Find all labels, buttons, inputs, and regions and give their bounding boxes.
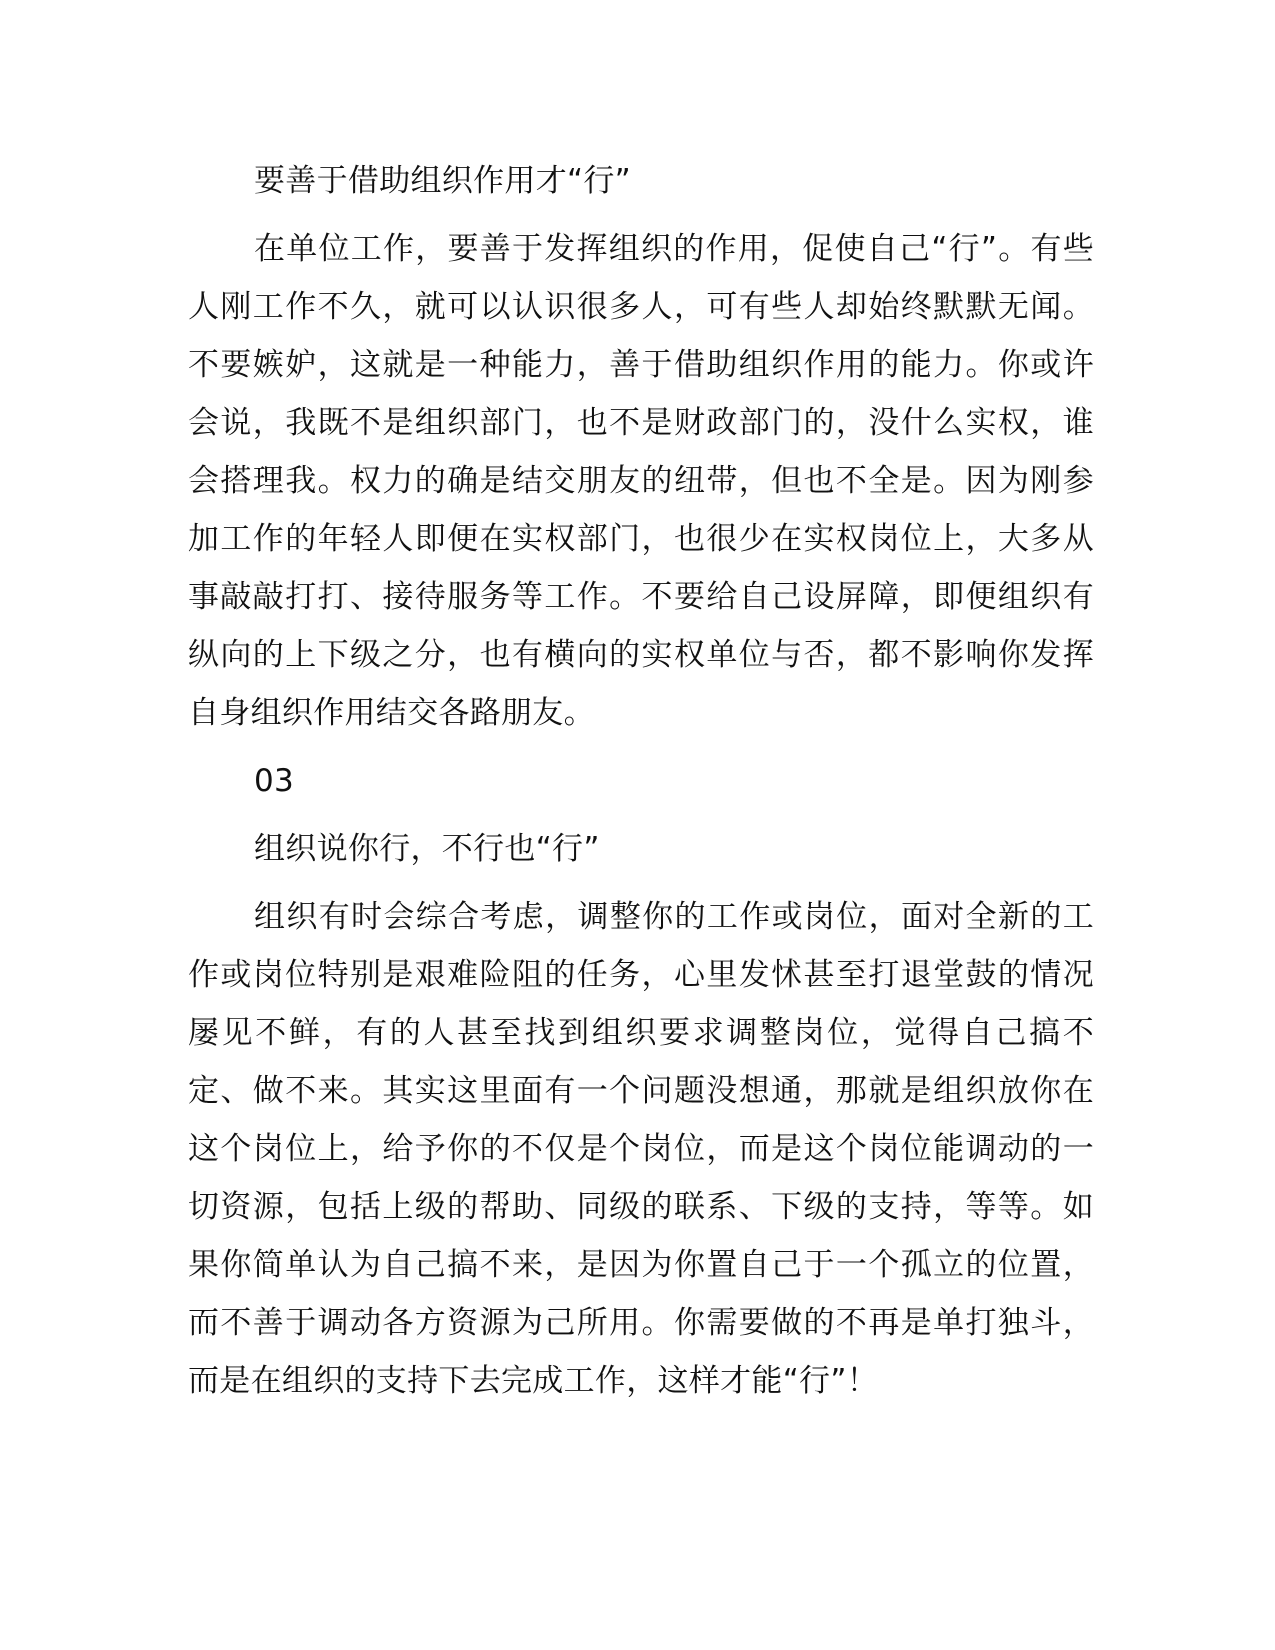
body-paragraph-organization-role: 在单位工作，要善于发挥组织的作用，促使自己“行”。有些人刚工作不久，就可以认识很多人，可有些人却始终默默无闻。不要嫉妒，这就是一种能力，善于借助组织作用的能力。你或许会说，我既不是组织部门，也不是财政部门的，没什么实权，谁会搭理我。权力的确是结交朋友的纽带，但也不全是。因为刚参加工作的年轻人即便在实权部门，也很少在实权岗位上，大多从事敲敲打打、接待服务等工作。不要给自己设屏障，即便组织有纵向的上下级之分，也有横向的实权单位与否，都不影响你发挥自身组织作用结交各路朋友。: [188, 231, 1094, 731]
section-heading-organization-role: 要善于借助组织作用才“行”: [254, 163, 632, 199]
body-paragraph-organization-says: 组织有时会综合考虑，调整你的工作或岗位，面对全新的工作或岗位特别是艰难险阻的任务，心里发怵甚至打退堂鼓的情况屡见不鲜，有的人甚至找到组织要求调整岗位，觉得自己搞不定、做不来。其实这里面有一个问题没想通，那就是组织放你在这个岗位上，给予你的不仅是个岗位，而是这个岗位能调动的一切资源，包括上级的帮助、同级的联系、下级的支持，等等。如果你简单认为自己搞不来，是因为你置自己于一个孤立的位置，而不善于调动各方资源为己所用。你需要做的不再是单打独斗，而是在组织的支持下去完成工作，这样才能“行”！: [188, 899, 1094, 1399]
document-body: [188, 152, 1094, 1410]
section-number: 03: [254, 763, 295, 799]
section-heading-organization-says: 组织说你行，不行也“行”: [254, 831, 600, 867]
